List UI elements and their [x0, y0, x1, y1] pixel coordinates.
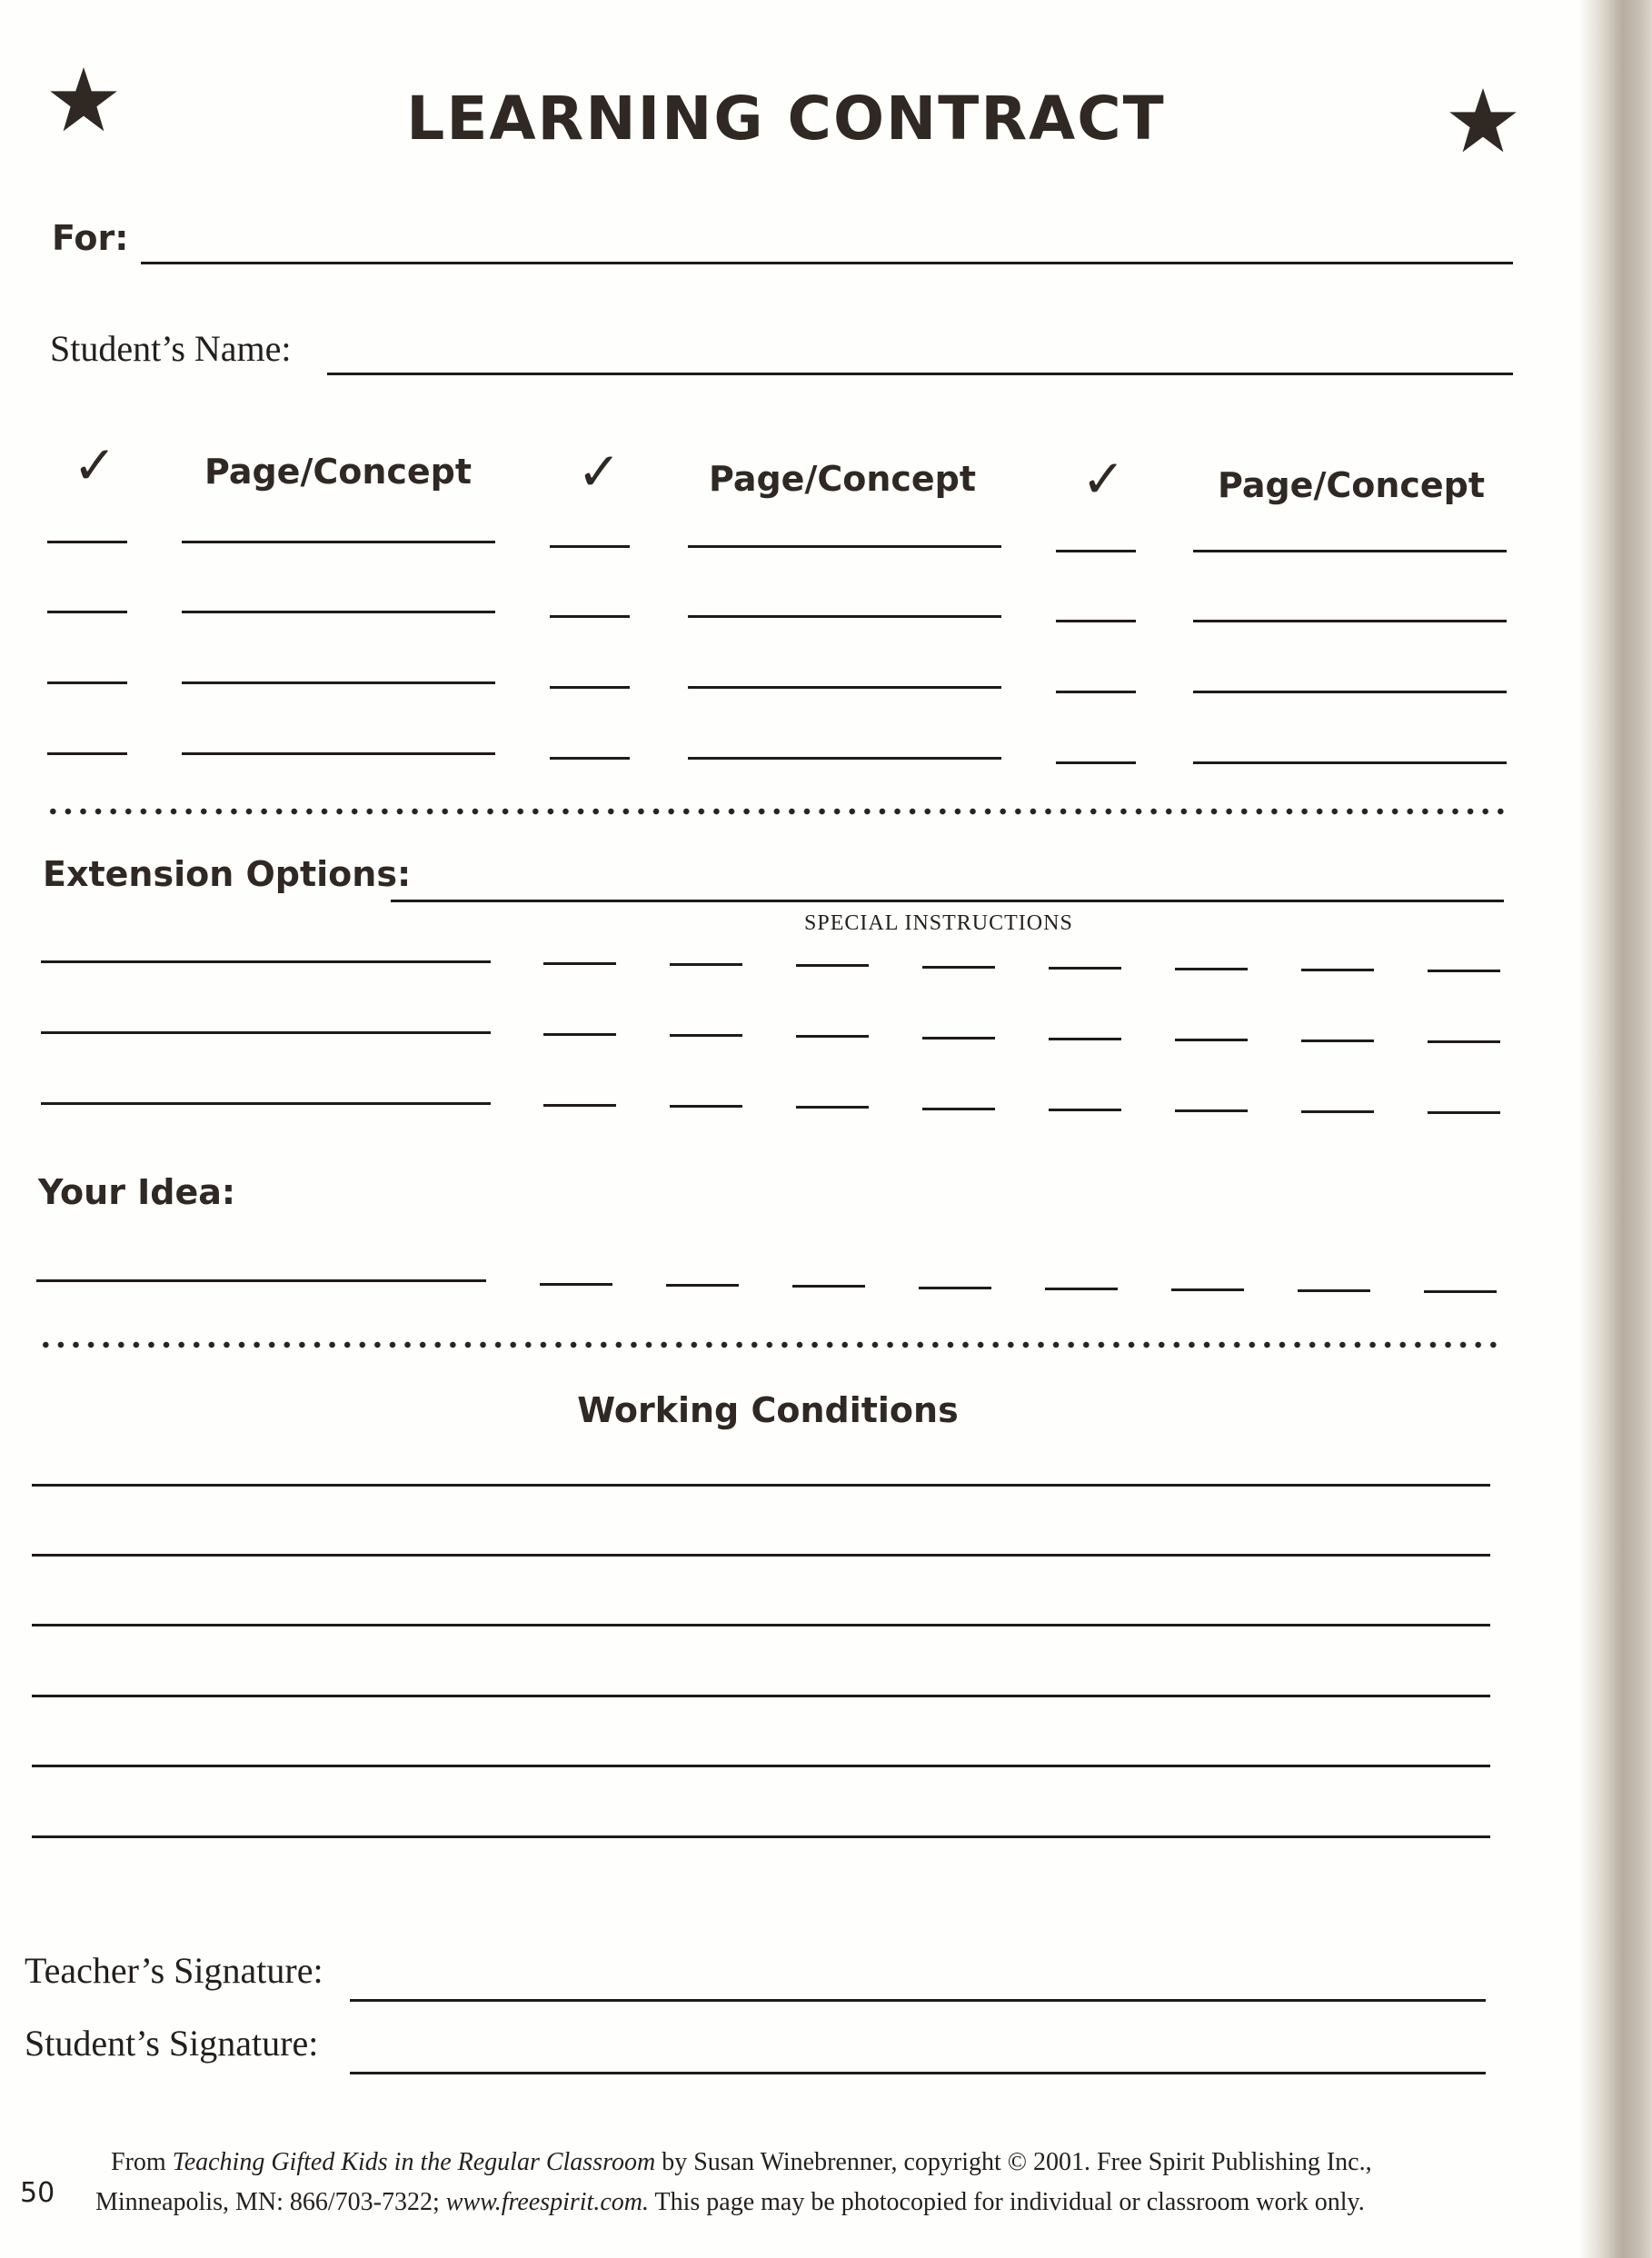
special-instruction-blank[interactable] — [1301, 969, 1374, 971]
student-name-label: Student’s Name: — [50, 328, 292, 369]
extension-options-label: Extension Options: — [43, 854, 412, 894]
special-instruction-blank[interactable] — [1301, 1039, 1374, 1042]
special-instruction-blank[interactable] — [670, 1105, 742, 1108]
check-blank[interactable] — [47, 752, 127, 755]
special-instruction-blank[interactable] — [796, 1035, 869, 1038]
working-conditions-heading: Working Conditions — [577, 1390, 959, 1430]
page-concept-blank[interactable] — [688, 757, 1001, 760]
special-instruction-blank[interactable] — [1049, 1038, 1121, 1040]
working-conditions-blank[interactable] — [32, 1695, 1490, 1697]
special-instruction-blank[interactable] — [1301, 1110, 1374, 1113]
for-label: For: — [52, 218, 129, 258]
footer-text: by Susan Winebrenner, copyright © 2001. Free Spirit Publishing Inc., — [655, 2148, 1372, 2176]
special-instruction-blank[interactable] — [1049, 1109, 1121, 1111]
page-edge-shadow — [1579, 0, 1652, 2258]
teacher-signature-field[interactable] — [350, 1999, 1486, 2002]
working-conditions-blank[interactable] — [32, 1554, 1490, 1557]
student-signature-label: Student’s Signature: — [25, 2023, 319, 2064]
special-instruction-blank[interactable] — [1171, 1288, 1244, 1291]
check-blank[interactable] — [47, 541, 127, 543]
check-blank[interactable] — [47, 681, 127, 684]
special-instruction-blank[interactable] — [1175, 1109, 1248, 1112]
check-blank[interactable] — [47, 611, 127, 613]
special-instruction-blank[interactable] — [670, 963, 742, 966]
check-blank[interactable] — [1056, 691, 1136, 693]
extension-option-blank[interactable] — [41, 960, 491, 963]
extension-options-field[interactable] — [391, 900, 1504, 902]
check-blank[interactable] — [550, 545, 630, 548]
page-concept-blank[interactable] — [1193, 761, 1507, 764]
dotted-divider — [45, 807, 1508, 816]
special-instruction-blank[interactable] — [1175, 968, 1248, 970]
working-conditions-blank[interactable] — [32, 1484, 1490, 1487]
working-conditions-blank[interactable] — [32, 1765, 1490, 1767]
footer-text: This page may be photocopied for individual or classroom work only. — [649, 2188, 1365, 2216]
footer-text: From — [111, 2148, 173, 2176]
special-instruction-blank[interactable] — [919, 1287, 991, 1289]
check-blank[interactable] — [1056, 620, 1136, 622]
column-header-page-concept: Page/Concept — [1218, 465, 1486, 505]
special-instruction-blank[interactable] — [796, 964, 869, 967]
special-instruction-blank[interactable] — [1049, 967, 1121, 970]
special-instruction-blank[interactable] — [543, 962, 616, 965]
extension-option-blank[interactable] — [41, 1102, 491, 1105]
student-signature-field[interactable] — [350, 2072, 1486, 2074]
checkmark-icon: ✓ — [1081, 448, 1126, 510]
special-instruction-blank[interactable] — [796, 1106, 869, 1109]
special-instruction-blank[interactable] — [543, 1033, 616, 1036]
special-instruction-blank[interactable] — [922, 966, 995, 969]
special-instruction-blank[interactable] — [1175, 1039, 1248, 1041]
special-instruction-blank[interactable] — [922, 1108, 995, 1110]
footer-line-1 — [111, 2148, 1372, 2177]
special-instruction-blank[interactable] — [1298, 1289, 1370, 1292]
footer-text: Minneapolis, MN: 866/703-7322; — [95, 2188, 446, 2216]
check-blank[interactable] — [1056, 550, 1136, 552]
special-instruction-blank[interactable] — [922, 1037, 995, 1039]
page-concept-blank[interactable] — [688, 615, 1001, 618]
page-concept-blank[interactable] — [688, 686, 1001, 689]
checkmark-icon: ✓ — [73, 434, 117, 496]
checkmark-icon: ✓ — [577, 441, 622, 502]
column-header-page-concept: Page/Concept — [204, 452, 473, 492]
page-concept-blank[interactable] — [1193, 620, 1507, 622]
page-concept-blank[interactable] — [182, 541, 495, 543]
your-idea-blank[interactable] — [36, 1279, 486, 1282]
footer-line-2 — [95, 2188, 1365, 2217]
special-instruction-blank[interactable] — [1424, 1290, 1497, 1293]
page-concept-blank[interactable] — [688, 545, 1001, 548]
extension-option-blank[interactable] — [41, 1031, 491, 1034]
special-instruction-blank[interactable] — [1428, 970, 1500, 972]
special-instruction-blank[interactable] — [1045, 1288, 1118, 1290]
check-blank[interactable] — [1056, 761, 1136, 764]
page-concept-blank[interactable] — [1193, 550, 1507, 552]
page-concept-blank[interactable] — [182, 611, 495, 613]
check-blank[interactable] — [550, 615, 630, 618]
special-instruction-blank[interactable] — [1428, 1040, 1500, 1043]
website-link[interactable]: www.freespirit.com. — [445, 2188, 649, 2216]
special-instruction-blank[interactable] — [666, 1284, 739, 1287]
page-number: 50 — [20, 2177, 55, 2209]
teacher-signature-label: Teacher’s Signature: — [25, 1950, 323, 1991]
page-concept-blank[interactable] — [182, 681, 495, 684]
book-title: Teaching Gifted Kids in the Regular Classroom — [172, 2148, 656, 2176]
page-title: LEARNING CONTRACT — [406, 84, 1166, 154]
column-header-page-concept: Page/Concept — [709, 459, 977, 499]
special-instruction-blank[interactable] — [670, 1034, 742, 1037]
working-conditions-blank[interactable] — [32, 1624, 1490, 1626]
check-blank[interactable] — [550, 686, 630, 689]
for-field[interactable] — [141, 262, 1513, 264]
page-concept-blank[interactable] — [1193, 691, 1507, 693]
working-conditions-blank[interactable] — [32, 1835, 1490, 1838]
special-instruction-blank[interactable] — [543, 1104, 616, 1107]
student-name-field[interactable] — [327, 373, 1513, 375]
special-instructions-label: SPECIAL INSTRUCTIONS — [804, 911, 1073, 935]
special-instruction-blank[interactable] — [1428, 1111, 1500, 1114]
page-concept-blank[interactable] — [182, 752, 495, 755]
check-blank[interactable] — [550, 757, 630, 760]
your-idea-label: Your Idea: — [38, 1172, 236, 1212]
special-instruction-blank[interactable] — [540, 1283, 612, 1286]
dotted-divider — [38, 1340, 1501, 1349]
special-instruction-blank[interactable] — [792, 1285, 865, 1288]
